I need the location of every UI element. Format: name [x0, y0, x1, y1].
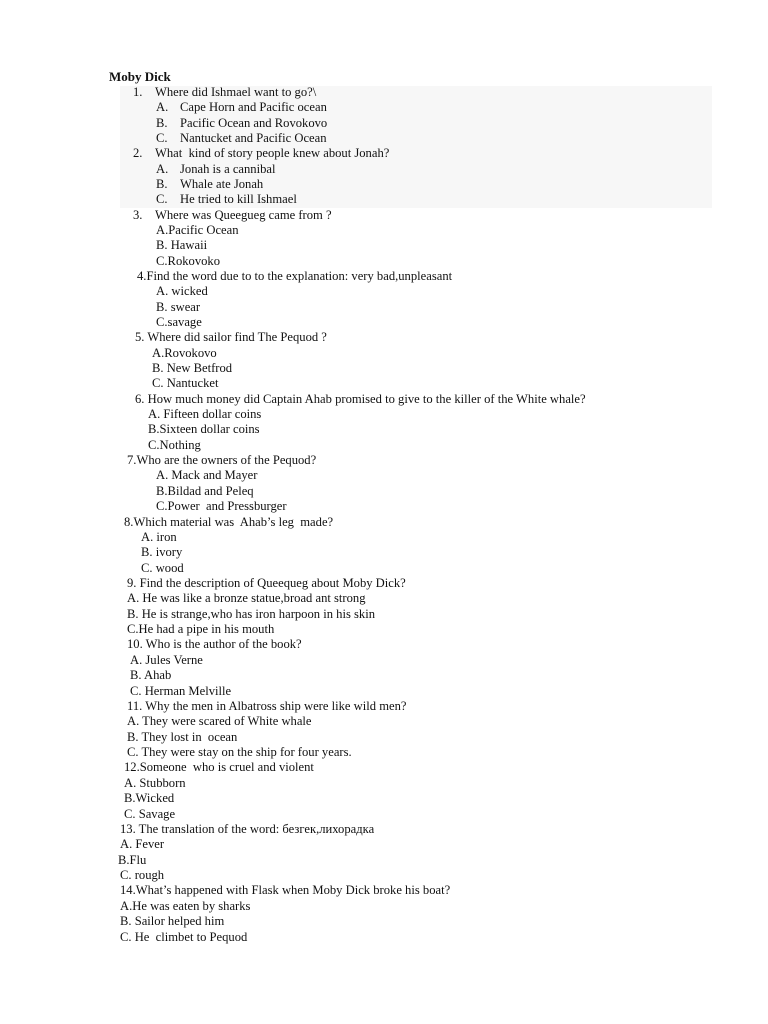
line-text: Jonah is a cannibal	[180, 162, 276, 176]
line-text: 6. How much money did Captain Ahab promised to give to the killer of the White whale?	[135, 392, 586, 406]
question-line	[133, 84, 316, 100]
answer-line	[156, 222, 239, 238]
line-text: B. Sailor helped him	[120, 914, 225, 928]
answer-line	[130, 652, 203, 668]
answer-line	[127, 575, 406, 591]
line-text: He tried to kill Ishmael	[180, 192, 297, 206]
answer-line	[127, 698, 406, 714]
line-text: B. ivory	[141, 545, 183, 559]
answer-line	[135, 391, 586, 407]
answer-line	[156, 253, 220, 269]
line-text: C. rough	[120, 868, 165, 882]
line-text: A.Pacific Ocean	[156, 223, 239, 237]
line-text: A.Rovokovo	[152, 346, 217, 360]
question-line	[133, 207, 332, 223]
line-text: A. wicked	[156, 284, 208, 298]
answer-line	[120, 867, 164, 883]
line-text: C.Power and Pressburger	[156, 499, 287, 513]
line-text: A. They were scared of White whale	[127, 714, 312, 728]
answer-line	[156, 130, 327, 146]
line-text: B. New Betfrod	[152, 361, 233, 375]
line-text: Cape Horn and Pacific ocean	[180, 100, 327, 114]
answer-line	[156, 99, 327, 115]
answer-line	[156, 467, 257, 483]
answer-line	[130, 683, 231, 699]
line-text: 14.What’s happened with Flask when Moby Dick broke his boat?	[120, 883, 451, 897]
line-text: A. Jules Verne	[130, 653, 203, 667]
answer-line	[156, 115, 327, 131]
answer-line	[141, 560, 184, 576]
answer-line	[141, 544, 182, 560]
answer-line	[156, 299, 200, 315]
answer-line	[127, 713, 312, 729]
line-text: C. He climbet to Pequod	[120, 930, 248, 944]
line-text: B. He is strange,who has iron harpoon in his skin	[127, 607, 376, 621]
item-marker: B.	[156, 116, 168, 130]
answer-line	[120, 898, 250, 914]
line-text: C. Herman Melville	[130, 684, 232, 698]
line-text: 13. The translation of the word: безгек,лихорадка	[120, 822, 375, 836]
line-text: Nantucket and Pacific Ocean	[180, 131, 327, 145]
line-text: A. He was like a bronze statue,broad ant strong	[127, 591, 366, 605]
answer-line	[156, 483, 254, 499]
answer-line	[148, 406, 261, 422]
line-text: C. Nantucket	[152, 376, 219, 390]
line-text: C. Savage	[124, 807, 176, 821]
line-text: B.Sixteen dollar coins	[148, 422, 260, 436]
answer-line	[127, 452, 316, 468]
line-text: B. Ahab	[130, 668, 172, 682]
answer-line	[127, 729, 237, 745]
item-marker: C.	[156, 131, 168, 145]
line-text: C.Nothing	[148, 438, 201, 452]
line-text: 12.Someone who is cruel and violent	[124, 760, 314, 774]
line-text: C.Rokovoko	[156, 254, 221, 268]
line-text: A. Fifteen dollar coins	[148, 407, 262, 421]
line-text: A. Stubborn	[124, 776, 186, 790]
answer-line	[156, 237, 207, 253]
answer-line	[156, 283, 208, 299]
line-text: What kind of story people knew about Jonah?	[155, 146, 390, 160]
line-text: B.Bildad and Peleq	[156, 484, 254, 498]
item-marker: 1.	[133, 85, 143, 99]
answer-line	[156, 314, 202, 330]
line-text: Pacific Ocean and Rovokovo	[180, 116, 328, 130]
item-marker: A.	[156, 100, 169, 114]
answer-line	[152, 345, 217, 361]
answer-line	[127, 606, 375, 622]
line-text: C.He had a pipe in his mouth	[127, 622, 275, 636]
answer-line	[152, 375, 218, 391]
answer-line	[120, 836, 164, 852]
line-text: B. swear	[156, 300, 201, 314]
line-text: Where did Ishmael want to go?\	[155, 85, 317, 99]
answer-line	[127, 590, 366, 606]
answer-line	[120, 929, 247, 945]
line-text: B. They lost in ocean	[127, 730, 238, 744]
line-text: 8.Which material was Ahab’s leg made?	[124, 515, 334, 529]
answer-line	[152, 360, 232, 376]
line-text: B.Wicked	[124, 791, 175, 805]
answer-line	[127, 636, 302, 652]
answer-line	[120, 882, 450, 898]
item-marker: B.	[156, 177, 168, 191]
answer-line	[148, 437, 201, 453]
item-marker: 3.	[133, 208, 143, 222]
line-text: C. wood	[141, 561, 184, 575]
answer-line	[141, 529, 177, 545]
line-text: A.He was eaten by sharks	[120, 899, 251, 913]
line-text: 10. Who is the author of the book?	[127, 637, 302, 651]
answer-line	[156, 176, 263, 192]
answer-line	[135, 329, 327, 345]
line-text: 7.Who are the owners of the Pequod?	[127, 453, 317, 467]
item-marker: A.	[156, 162, 169, 176]
line-text: 9. Find the description of Queequeg about Moby Dick?	[127, 576, 406, 590]
answer-line	[127, 621, 274, 637]
line-text: Where was Queegueg came from ?	[155, 208, 332, 222]
question-line	[133, 145, 389, 161]
line-text: B. Hawaii	[156, 238, 208, 252]
answer-line	[156, 498, 287, 514]
answer-line	[127, 744, 352, 760]
answer-line	[148, 421, 260, 437]
line-text: A. Mack and Mayer	[156, 468, 258, 482]
line-text: C.savage	[156, 315, 202, 329]
item-marker: C.	[156, 192, 168, 206]
line-text: Whale ate Jonah	[180, 177, 264, 191]
answer-line	[124, 790, 174, 806]
line-text: 5. Where did sailor find The Pequod ?	[135, 330, 327, 344]
answer-line	[130, 667, 171, 683]
line-text: C. They were stay on the ship for four years.	[127, 745, 352, 759]
answer-line	[124, 514, 333, 530]
answer-line	[124, 775, 186, 791]
answer-line	[124, 759, 314, 775]
answer-line	[118, 852, 146, 868]
answer-line	[120, 821, 374, 837]
line-text: A. iron	[141, 530, 177, 544]
line-text: A. Fever	[120, 837, 165, 851]
answer-line	[137, 268, 452, 284]
line-text: 4.Find the word due to to the explanation: very bad,unpleasant	[137, 269, 453, 283]
answer-line	[124, 806, 175, 822]
line-text: 11. Why the men in Albatross ship were like wild men?	[127, 699, 407, 713]
document-title: Moby Dick	[109, 69, 171, 84]
line-text: B.Flu	[118, 853, 147, 867]
answer-line	[156, 191, 297, 207]
answer-line	[120, 913, 224, 929]
item-marker: 2.	[133, 146, 143, 160]
answer-line	[156, 161, 275, 177]
